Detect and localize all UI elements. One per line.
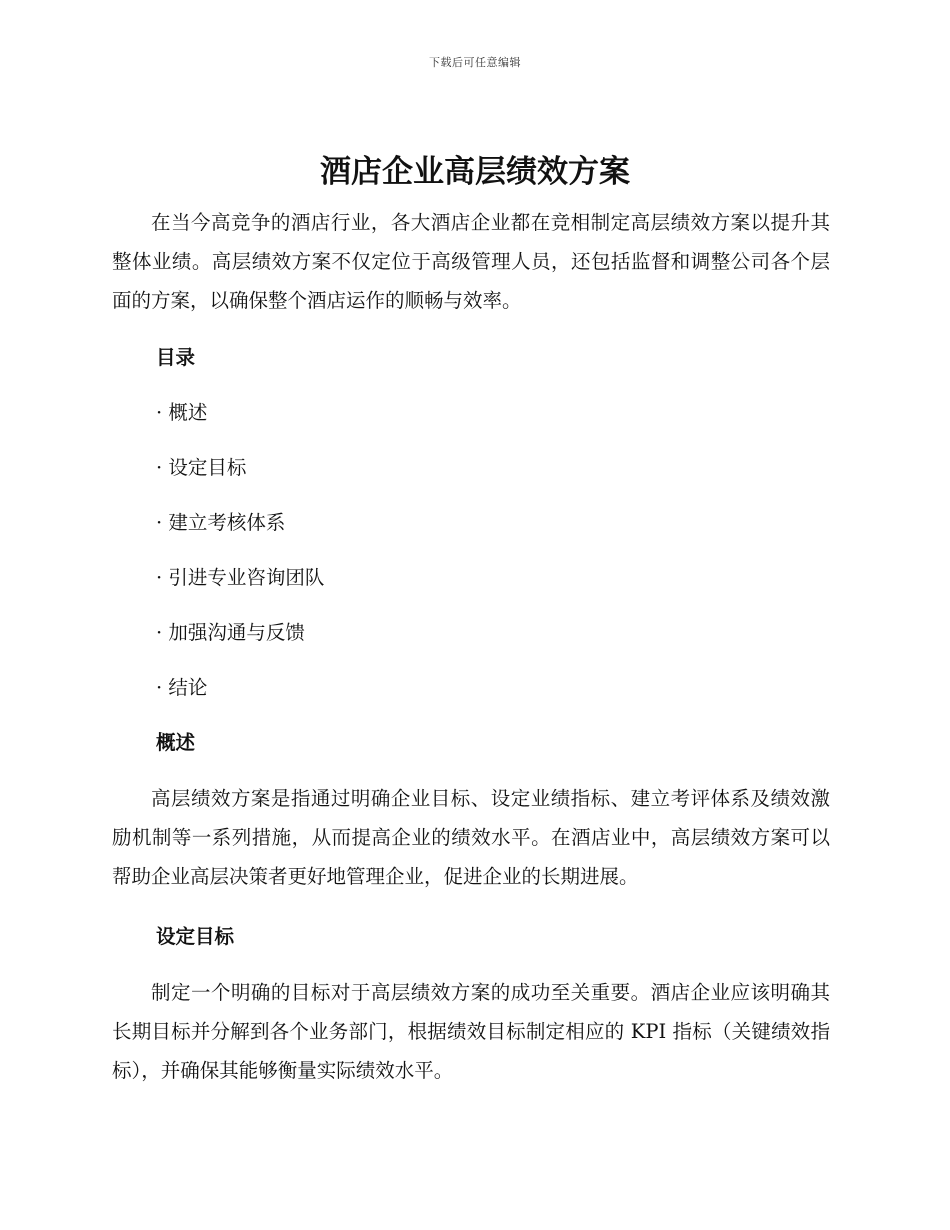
section-heading-set-goals: 设定目标	[156, 925, 235, 948]
toc-heading: 目录	[156, 346, 196, 369]
toc-item: · 加强沟通与反馈	[156, 621, 305, 644]
page-header-note: 下载后可任意编辑	[429, 56, 521, 69]
toc-item: · 引进专业咨询团队	[156, 566, 325, 589]
document-title: 酒店企业高层绩效方案	[320, 154, 630, 190]
toc-item: · 概述	[156, 401, 208, 424]
toc-item: · 结论	[156, 676, 208, 699]
section-body-overview: 高层绩效方案是指通过明确企业目标、设定业绩指标、建立考评体系及绩效激励机制等一系列措施，从而提高企业的绩效水平。在酒店业中，高层绩效方案可以帮助企业高层决策者更好地管理企业，促进企业的长期进展。	[112, 787, 830, 888]
toc-item: · 设定目标	[156, 456, 247, 479]
toc-item: · 建立考核体系	[156, 511, 286, 534]
section-body-set-goals: 制定一个明确的目标对于高层绩效方案的成功至关重要。酒店企业应该明确其长期目标并分解到各个业务部门，根据绩效目标制定相应的 KPI 指标（关键绩效指标），并确保其能够衡量实际绩效水平。	[112, 981, 830, 1082]
intro-paragraph: 在当今高竞争的酒店行业，各大酒店企业都在竞相制定高层绩效方案以提升其整体业绩。高层绩效方案不仅定位于高级管理人员，还包括监督和调整公司各个层面的方案，以确保整个酒店运作的顺畅与效率。	[112, 211, 830, 312]
section-heading-overview: 概述	[156, 731, 196, 754]
